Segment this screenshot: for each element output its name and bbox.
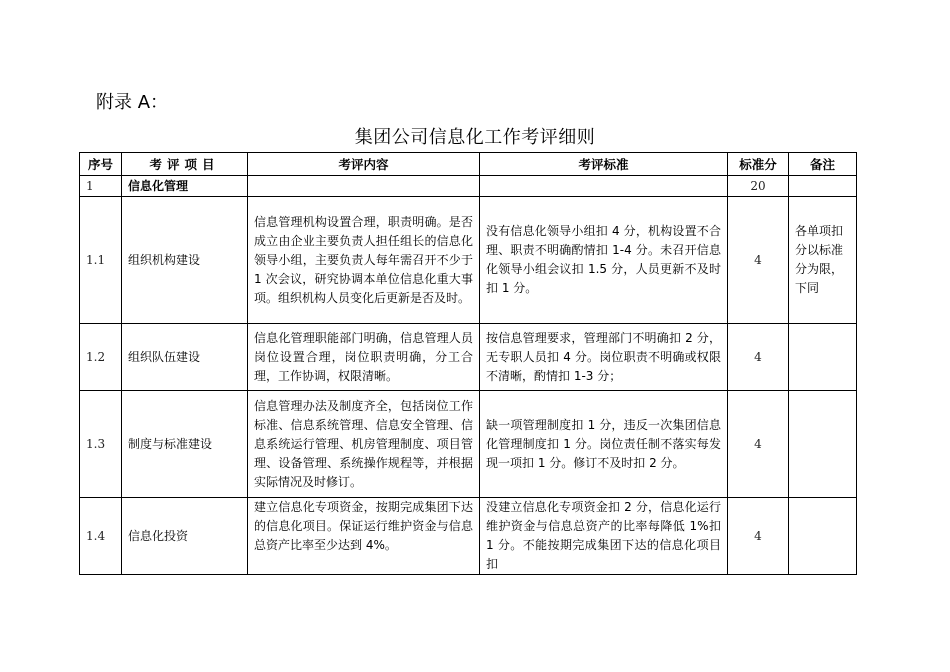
row-item: 制度与标准建设	[122, 391, 248, 498]
row-standard: 缺一项管理制度扣 1 分，违反一次集团信息化管理制度扣 1 分。岗位责任制不落实每发现一项扣 1 分。修订不及时扣 2 分。	[480, 391, 728, 498]
row-standard: 没建立信息化专项资金扣 2 分，信息化运行维护资金与信息总资产的比率每降低 1%扣 1 分。不能按期完成集团下达的信息化项目扣	[480, 498, 728, 575]
row-content: 信息管理办法及制度齐全，包括岗位工作标准、信息系统管理、信息安全管理、信息系统运行管理、机房管理制度、项目管理、设备管理、系统操作规程等，并根据实际情况及时修订。	[248, 391, 480, 498]
header-item: 考评项目	[122, 153, 248, 176]
header-remark: 备注	[789, 153, 857, 176]
appendix-label: 附录 A：	[96, 92, 169, 113]
row-seq: 1.4	[80, 498, 122, 575]
row-item: 组织队伍建设	[122, 324, 248, 391]
row-remark	[789, 498, 857, 575]
table-row	[80, 498, 857, 575]
row-score: 4	[728, 324, 789, 391]
row-content	[248, 176, 480, 197]
table-header-row	[80, 153, 857, 176]
row-remark	[789, 176, 857, 197]
table-row	[80, 176, 857, 197]
row-remark: 各单项扣分以标准分为限，下同	[789, 197, 857, 324]
header-content: 考评内容	[248, 153, 480, 176]
row-seq: 1.1	[80, 197, 122, 324]
header-seq: 序号	[80, 153, 122, 176]
row-content: 建立信息化专项资金，按期完成集团下达的信息化项目。保证运行维护资金与信息总资产比率至少达到 4%。	[248, 498, 480, 575]
row-item: 信息化管理	[122, 176, 248, 197]
table-row	[80, 197, 857, 324]
row-seq: 1.2	[80, 324, 122, 391]
row-seq: 1.3	[80, 391, 122, 498]
document-title: 集团公司信息化工作考评细则	[354, 127, 596, 148]
row-standard: 按信息管理要求，管理部门不明确扣 2 分，无专职人员扣 4 分。岗位职责不明确或权限不清晰，酌情扣 1-3 分；	[480, 324, 728, 391]
row-standard: 没有信息化领导小组扣 4 分，机构设置不合理、职责不明确酌情扣 1-4 分。未召开信息化领导小组会议扣 1.5 分，人员更新不及时扣 1 分。	[480, 197, 728, 324]
table-row	[80, 324, 857, 391]
row-content: 信息化管理职能部门明确，信息管理人员岗位设置合理，岗位职责明确，分工合理，工作协调，权限清晰。	[248, 324, 480, 391]
row-score: 4	[728, 498, 789, 575]
table-row	[80, 391, 857, 498]
row-score: 4	[728, 197, 789, 324]
row-seq: 1	[80, 176, 122, 197]
row-remark	[789, 324, 857, 391]
row-item: 组织机构建设	[122, 197, 248, 324]
row-standard	[480, 176, 728, 197]
header-score: 标准分	[728, 153, 789, 176]
evaluation-table	[79, 152, 857, 575]
row-content: 信息管理机构设置合理，职责明确。是否成立由企业主要负责人担任组长的信息化领导小组，主要负责人每年需召开不少于 1 次会议，研究协调本单位信息化重大事项。组织机构人员变化后更新是否及时。	[248, 197, 480, 324]
row-score: 4	[728, 391, 789, 498]
row-remark	[789, 391, 857, 498]
header-standard: 考评标准	[480, 153, 728, 176]
row-score: 20	[728, 176, 789, 197]
row-item: 信息化投资	[122, 498, 248, 575]
